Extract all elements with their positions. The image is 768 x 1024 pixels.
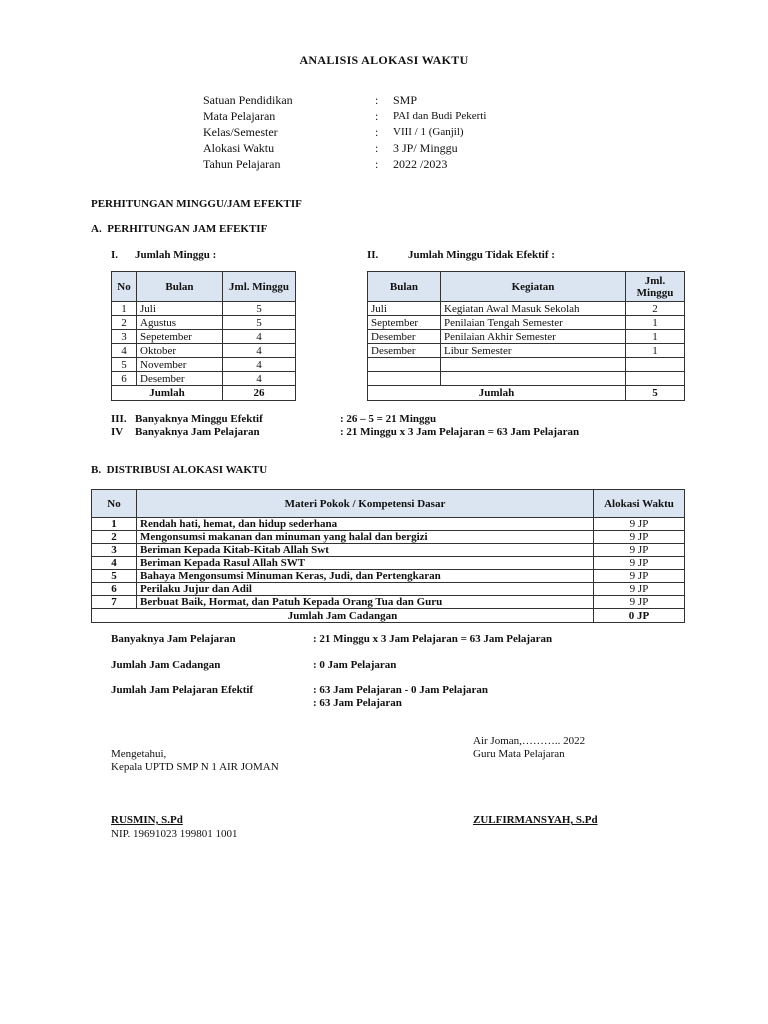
cell: 5 — [92, 570, 137, 583]
section-a-heading: A. PERHITUNGAN JAM EFEKTIF — [91, 223, 268, 235]
cell: 2 — [112, 316, 137, 330]
calc-value: : 0 Jam Pelajaran — [313, 659, 397, 671]
info-label: Tahun Pelajaran — [203, 157, 281, 171]
info-row — [203, 140, 623, 156]
info-colon: : — [375, 141, 379, 155]
total-label: Jumlah — [368, 386, 626, 401]
cell: Penilaian Tengah Semester — [441, 316, 626, 330]
table-header: No — [92, 490, 137, 518]
cell: 9 JP — [594, 570, 685, 583]
table-row — [92, 544, 685, 557]
cell: Oktober — [137, 344, 223, 358]
info-row — [203, 156, 623, 172]
total-value: 0 JP — [594, 609, 685, 623]
sub-ii-label: Jumlah Minggu Tidak Efektif : — [408, 249, 555, 261]
info-label: Mata Pelajaran — [203, 109, 276, 123]
sub-ii-num: II. — [367, 249, 379, 261]
cell: 1 — [112, 302, 137, 316]
cell: Penilaian Akhir Semester — [441, 330, 626, 344]
table-header: Bulan — [137, 272, 223, 302]
cell: November — [137, 358, 223, 372]
calc-label: Jumlah Jam Pelajaran Efektif — [111, 684, 254, 696]
cell: 9 JP — [594, 531, 685, 544]
cell: Rendah hati, hemat, dan hidup sederhana — [137, 518, 594, 531]
summary-value: : 26 – 5 = 21 Minggu — [340, 413, 437, 425]
table-row — [112, 316, 296, 330]
cell: 9 JP — [594, 518, 685, 531]
info-label: Alokasi Waktu — [203, 141, 275, 155]
info-value: 3 JP/ Minggu — [393, 141, 458, 155]
calc-value: : 21 Minggu x 3 Jam Pelajaran = 63 Jam Pelajaran — [313, 633, 553, 645]
table-header: Alokasi Waktu — [594, 490, 685, 518]
cell: 4 — [223, 330, 296, 344]
table-row — [112, 358, 296, 372]
summary-num: IV — [111, 426, 124, 438]
table-total-row — [92, 609, 685, 623]
page-title: ANALISIS ALOKASI WAKTU — [299, 53, 469, 67]
cell: 6 — [92, 583, 137, 596]
table-row — [92, 531, 685, 544]
cell: 9 JP — [594, 557, 685, 570]
table-row — [112, 330, 296, 344]
cell: 6 — [112, 372, 137, 386]
table-row — [112, 302, 296, 316]
place-date: Air Joman,……….. 2022 — [473, 735, 586, 747]
cell: Berbuat Baik, Hormat, dan Patuh Kepada Orang Tua dan Guru — [137, 596, 594, 609]
cell: Perilaku Jujur dan Adil — [137, 583, 594, 596]
calc-label: Jumlah Jam Cadangan — [111, 659, 221, 671]
table-row — [92, 583, 685, 596]
cell: Juli — [368, 302, 441, 316]
cell: 1 — [626, 316, 685, 330]
table-row — [92, 557, 685, 570]
cell: Agustus — [137, 316, 223, 330]
cell: 1 — [626, 344, 685, 358]
table-header: Bulan — [368, 272, 441, 302]
principal-role: Kepala UPTD SMP N 1 AIR JOMAN — [111, 761, 279, 773]
principal-nip: NIP. 19691023 199801 1001 — [111, 828, 238, 840]
table-row — [368, 330, 685, 344]
info-value: PAI dan Budi Pekerti — [393, 110, 487, 122]
cell: Desember — [368, 330, 441, 344]
distribution-table — [91, 489, 685, 623]
info-colon: : — [375, 93, 379, 107]
info-block — [203, 92, 623, 172]
table-row — [112, 344, 296, 358]
cell: Beriman Kepada Kitab-Kitab Allah Swt — [137, 544, 594, 557]
cell: 2 — [92, 531, 137, 544]
table-header: Jml. Minggu — [223, 272, 296, 302]
info-colon: : — [375, 157, 379, 171]
cell: 4 — [112, 344, 137, 358]
acknowledge-label: Mengetahui, — [111, 748, 167, 760]
cell — [441, 372, 626, 386]
cell: 5 — [223, 302, 296, 316]
cell: 4 — [223, 372, 296, 386]
info-value: 2022 /2023 — [393, 157, 448, 171]
cell: 1 — [626, 330, 685, 344]
cell: 4 — [223, 344, 296, 358]
total-label: Jumlah Jam Cadangan — [92, 609, 594, 623]
cell: Juli — [137, 302, 223, 316]
table-row — [368, 358, 685, 372]
cell — [441, 358, 626, 372]
cell: Desember — [368, 344, 441, 358]
calc-value: : 63 Jam Pelajaran — [313, 697, 402, 709]
info-row — [203, 108, 623, 124]
cell: 3 — [112, 330, 137, 344]
info-colon: : — [375, 125, 379, 139]
table-row — [368, 302, 685, 316]
cell — [626, 358, 685, 372]
table-header: Jml. Minggu — [626, 272, 685, 302]
info-row — [203, 92, 623, 108]
total-value: 5 — [626, 386, 685, 401]
cell: 2 — [626, 302, 685, 316]
cell: Kegiatan Awal Masuk Sekolah — [441, 302, 626, 316]
table-total-row — [368, 386, 685, 401]
cell: Desember — [137, 372, 223, 386]
sub-i-label: Jumlah Minggu : — [135, 249, 217, 261]
table-row — [368, 316, 685, 330]
table-row — [368, 372, 685, 386]
cell: Mengonsumsi makanan dan minuman yang halal dan bergizi — [137, 531, 594, 544]
cell: Beriman Kepada Rasul Allah SWT — [137, 557, 594, 570]
summary-label: Banyaknya Jam Pelajaran — [135, 426, 260, 438]
summary-value: : 21 Minggu x 3 Jam Pelajaran = 63 Jam Pelajaran — [340, 426, 580, 438]
table-row — [92, 596, 685, 609]
cell: Libur Semester — [441, 344, 626, 358]
table-row — [92, 570, 685, 583]
section-heading: PERHITUNGAN MINGGU/JAM EFEKTIF — [91, 198, 302, 210]
table-header: Materi Pokok / Kompetensi Dasar — [137, 490, 594, 518]
sub-i-num: I. — [111, 249, 119, 261]
cell: Bahaya Mengonsumsi Minuman Keras, Judi, dan Pertengkaran — [137, 570, 594, 583]
cell: 1 — [92, 518, 137, 531]
table-header: Kegiatan — [441, 272, 626, 302]
table-row — [112, 372, 296, 386]
principal-name: RUSMIN, S.Pd — [111, 814, 183, 826]
cell: Sepetember — [137, 330, 223, 344]
cell: 4 — [92, 557, 137, 570]
info-value: SMP — [393, 93, 418, 107]
summary-label: Banyaknya Minggu Efektif — [135, 413, 263, 425]
table-row — [368, 344, 685, 358]
cell: 3 — [92, 544, 137, 557]
cell: 5 — [112, 358, 137, 372]
cell — [368, 358, 441, 372]
non-effective-weeks-table — [367, 271, 685, 401]
cell: 9 JP — [594, 583, 685, 596]
cell — [626, 372, 685, 386]
info-row — [203, 124, 623, 140]
calc-label: Banyaknya Jam Pelajaran — [111, 633, 236, 645]
cell: September — [368, 316, 441, 330]
info-value: VIII / 1 (Ganjil) — [393, 126, 464, 138]
calc-value: : 63 Jam Pelajaran - 0 Jam Pelajaran — [313, 684, 489, 696]
cell: 5 — [223, 316, 296, 330]
cell — [368, 372, 441, 386]
total-label: Jumlah — [112, 386, 223, 401]
table-total-row — [112, 386, 296, 401]
info-label: Satuan Pendidikan — [203, 93, 293, 107]
weeks-table — [111, 271, 296, 401]
total-value: 26 — [223, 386, 296, 401]
cell: 7 — [92, 596, 137, 609]
table-row — [92, 518, 685, 531]
table-header: No — [112, 272, 137, 302]
teacher-role: Guru Mata Pelajaran — [473, 748, 565, 760]
section-b-heading: B. DISTRIBUSI ALOKASI WAKTU — [91, 464, 268, 476]
info-colon: : — [375, 109, 379, 123]
cell: 9 JP — [594, 544, 685, 557]
summary-num: III. — [111, 413, 127, 425]
info-label: Kelas/Semester — [203, 125, 278, 139]
teacher-name: ZULFIRMANSYAH, S.Pd — [473, 814, 598, 826]
cell: 9 JP — [594, 596, 685, 609]
cell: 4 — [223, 358, 296, 372]
